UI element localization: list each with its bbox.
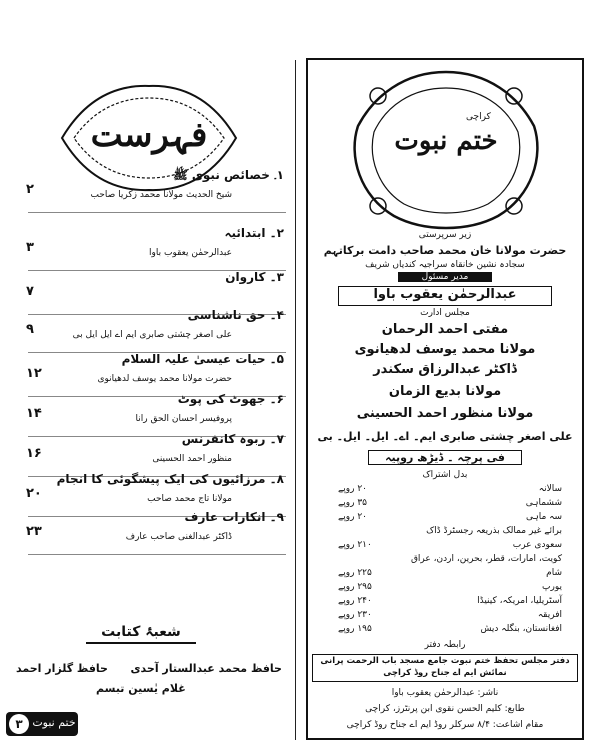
toc-page-number: ۲۳ — [26, 524, 42, 539]
toc-title: ۸۔ مرزائیوں کی ایک پیشگوئی کا انجام — [56, 472, 284, 486]
toc-author: عبدالرحمٰن یعقوب باوا — [149, 248, 232, 258]
rate-row — [338, 512, 562, 526]
magazine-logo — [348, 66, 544, 236]
calligrapher-name: حافظ محمد عبدالستار آحدی — [130, 662, 282, 675]
page-number: ۳ — [9, 714, 29, 734]
publisher: ناشر: عبدالرحمٰن یعقوب باوا — [391, 688, 499, 698]
toc-page-number: ۱۴ — [26, 406, 42, 421]
rate-label: سالانہ — [538, 484, 562, 494]
contents-title: فہرست — [90, 115, 208, 155]
calligrapher-name: غلام یٰسین تبسم — [96, 682, 186, 695]
toc-author: علی اصغر چشتی صابری ایم اے ایل ایل بی — [72, 330, 232, 340]
column-divider — [295, 60, 296, 740]
rate-label: ششماہی — [525, 498, 562, 508]
contents-column — [6, 58, 292, 740]
rate-value: ۳۵ روپے — [338, 498, 368, 508]
rate-value: ۱۹۵ روپے — [338, 624, 372, 634]
toc-title: ۲۔ ابتدائیہ — [224, 226, 284, 240]
toc-title: ۷۔ ربوہ کانفرنس — [181, 432, 284, 446]
rate-label: برائے غیر ممالک بذریعہ رجسٹرڈ ڈاک — [426, 526, 562, 536]
masthead-panel — [306, 58, 584, 740]
toc-title: ۵۔ حیات عیسیٰ علیہ السلام — [121, 352, 284, 366]
toc-page-number: ۲۰ — [26, 486, 42, 501]
rate-label: شام — [546, 568, 562, 578]
toc-title: ۴۔ حق ناشناسی — [187, 308, 284, 322]
toc-author: مولانا تاج محمد صاحب — [147, 494, 232, 504]
editor-label: مدیر مسئول — [398, 272, 492, 282]
rate-label: یورپ — [542, 582, 562, 592]
toc-title: ۹۔ انکارات عارف — [184, 510, 284, 524]
rate-label: افریقہ — [537, 610, 562, 620]
board-member: مولانا محمد یوسف لدھیانوی — [354, 342, 536, 357]
office-address: دفتر مجلس تحفظ ختم نبوت جامع مسجد باب الرحمت پرانی نمائش ایم اے جناح روڈ کراچی — [312, 654, 578, 682]
calligraphy-heading: شعبۂ کتابت — [86, 624, 196, 644]
rate-label: کویت، امارات، قطر، بحرین، اردن، عراق — [410, 554, 562, 564]
rate-value: ۲۳۰ روپے — [338, 610, 372, 620]
toc-page-number: ۷ — [26, 284, 34, 299]
rate-value: ۲۰ روپے — [338, 484, 368, 494]
rate-row — [338, 610, 562, 624]
rate-row — [338, 484, 562, 498]
toc-page-number: ۹ — [26, 322, 34, 337]
patron-title: سجادہ نشین خانقاہ سراجیہ کندیاں شریف — [365, 260, 525, 270]
subscription-label: بدل اشتراک — [422, 470, 468, 480]
rate-row — [338, 498, 562, 512]
issue-price: فی پرچہ ۔ ڈیڑھ روپیہ — [368, 450, 522, 465]
editor-name: عبدالرحمٰن یعقوب باوا — [338, 286, 552, 306]
rate-label: سہ ماہی — [525, 512, 562, 522]
page-footer-badge — [6, 712, 78, 736]
board-label: مجلس ادارت — [420, 308, 470, 318]
board-member: ڈاکٹر عبدالرزاق سکندر — [373, 362, 517, 377]
patron-name: حضرت مولانا خان محمد صاحب دامت برکاتہم — [323, 244, 567, 257]
rate-value: ۲۱۰ روپے — [338, 540, 372, 550]
toc-author: شیخ الحدیث مولانا محمد زکریا صاحب — [90, 190, 232, 200]
toc-author: پروفیسر احسان الحق رانا — [135, 414, 232, 424]
rate-value: ۲۲۵ روپے — [338, 568, 372, 578]
footer-title: ختم نبوت — [32, 716, 76, 729]
rate-value: ۲۴۰ روپے — [338, 596, 372, 606]
rate-row — [338, 540, 562, 554]
calligrapher-name: حافظ گلزار احمد — [16, 662, 108, 675]
toc-title: ۱۔ خصائص نبوی ﷺ — [173, 168, 284, 182]
rate-row — [338, 554, 562, 568]
rate-label: سعودی عرب — [512, 540, 562, 550]
toc-title: ۳۔ کاروان — [225, 270, 284, 284]
board-member: مولانا بدیع الزمان — [388, 384, 502, 399]
toc-page-number: ۲ — [26, 182, 34, 197]
toc-separator — [28, 212, 286, 213]
rate-row — [338, 526, 562, 540]
rate-row — [338, 624, 562, 638]
board-member: مولانا منظور احمد الحسینی — [356, 406, 534, 421]
magazine-title: ختم نبوت — [394, 126, 498, 156]
rate-label: آسٹریلیا، امریکہ، کینیڈا — [477, 596, 562, 606]
rate-row — [338, 596, 562, 610]
board-member: مفتی احمد الرحمان — [381, 322, 509, 337]
patron-label: زیر سرپرستی — [418, 230, 472, 240]
toc-title: ۶۔ جھوٹ کی پوٹ — [177, 392, 284, 406]
rate-value: ۲۰ روپے — [338, 512, 368, 522]
toc-author: حضرت مولانا محمد یوسف لدھیانوی — [97, 374, 232, 384]
rate-value: ۲۹۵ روپے — [338, 582, 372, 592]
rate-row — [338, 582, 562, 596]
toc-page-number: ۱۲ — [26, 366, 42, 381]
printer: طابع: کلیم الحسن نقوی ابن پرنٹرز، کراچی — [365, 704, 525, 714]
contact-label: رابطہ دفتر — [424, 640, 466, 650]
rate-label: افغانستان، بنگلہ دیش — [480, 624, 562, 634]
magazine-city: کراچی — [466, 112, 491, 122]
legal-advisor: علی اصغر چشتی صابری ایم۔ اے۔ ایل۔ ایل۔ بی — [317, 430, 573, 443]
toc-author: منظور احمد الحسینی — [152, 454, 232, 464]
rate-row — [338, 568, 562, 582]
publication-place: مقام اشاعت: ۸/۴ سرکلر روڈ ایم اے جناح روڈ کراچی — [346, 720, 544, 730]
toc-separator — [28, 554, 286, 555]
toc-page-number: ۱۶ — [26, 446, 42, 461]
toc-page-number: ۳ — [26, 240, 34, 255]
calligraphy-section — [6, 618, 292, 708]
toc-author: ڈاکٹر عبدالغنی صاحب عارف — [125, 532, 232, 542]
